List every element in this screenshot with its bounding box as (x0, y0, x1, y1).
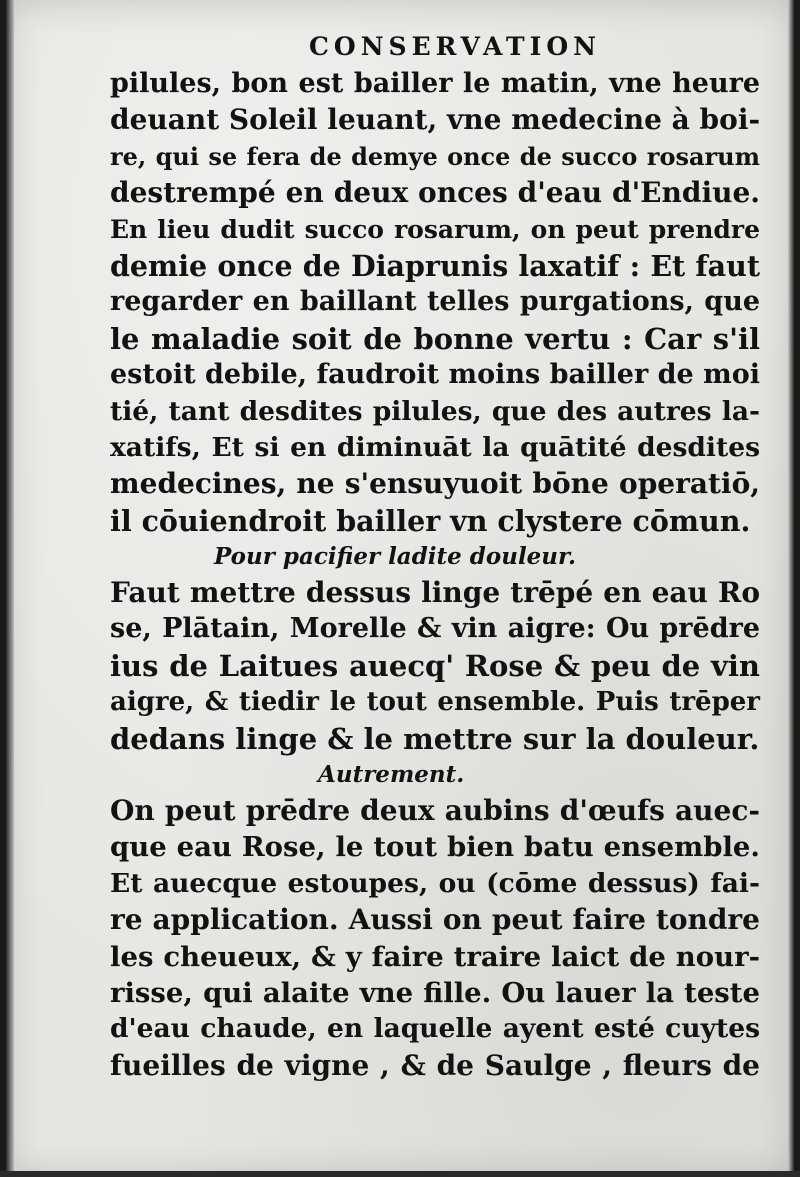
paragraph-1 (110, 66, 760, 539)
text-line: risse, qui alaite vne fille. Ou lauer la teste (110, 976, 760, 1009)
page-right-shadow (788, 0, 794, 1177)
paragraph-2 (110, 575, 760, 757)
text-line: aigre, & tiedir le tout ensemble. Puis trēper (110, 687, 760, 718)
paragraph-3 (110, 793, 760, 1084)
text-line: ius de Laitues auecq' Rose & peu de vin (110, 648, 760, 683)
text-line: On peut prēdre deux aubins d'œufs auec- (110, 794, 760, 828)
text-line: Et auecque estoupes, ou (cōme dessus) fai- (110, 867, 760, 899)
text-line: dedans linge & le mettre sur la douleur. (110, 721, 760, 756)
text-line: re, qui se fera de demye once de succo rosarum (110, 141, 760, 171)
text-line: regarder en baillant telles purgations, que (110, 286, 760, 318)
text-line: xatifs, Et si en diminuāt la quātité desdites (110, 431, 760, 463)
section-heading: Autrement. (318, 761, 465, 789)
running-header: CONSERVATION (309, 32, 601, 61)
text-line: d'eau chaude, en laquelle ayent esté cuytes (110, 1013, 760, 1045)
text-line: destrempé en deux onces d'eau d'Endiue. (110, 176, 760, 210)
text-line: re application. Aussi on peut faire tondre (110, 903, 760, 937)
text-line: deuant Soleil leuant, vne medecine à boi- (110, 103, 761, 137)
text-line: medecines, ne s'ensuyuoit bōne operatiō, (110, 467, 760, 501)
text-line: les cheueux, & y faire traire laict de nour- (110, 940, 760, 973)
text-line: se, Plātain, Morelle & vin aigre: Ou prēdre (110, 613, 760, 645)
text-line: il cōuiendroit bailler vn clystere cōmun. (110, 503, 751, 538)
text-line: pilules, bon est bailler le matin, vne heure (110, 68, 760, 99)
text-line: le maladie soit de bonne vertu : Car s'il (110, 321, 760, 356)
page-text (110, 28, 760, 1084)
text-line: Faut mettre dessus linge trēpé en eau Ro (110, 576, 760, 610)
text-line: En lieu dudit succo rosarum, on peut prendre (110, 214, 760, 244)
text-line: fueilles de vigne , & de Saulge , fleurs de (110, 1048, 760, 1082)
book-page (6, 0, 794, 1177)
text-line: estoit debile, faudroit moins bailler de moi (110, 359, 760, 391)
page-bottom-shadow (0, 1171, 800, 1177)
text-line: que eau Rose, le tout bien batu ensemble. (110, 831, 760, 864)
page-left-shadow (6, 0, 14, 1177)
section-heading: Pour pacifier ladite douleur. (214, 543, 577, 571)
text-line: tié, tant desdites pilules, que des autres la- (110, 395, 760, 427)
text-line: demie once de Diaprunis laxatif : Et faut (110, 248, 760, 283)
